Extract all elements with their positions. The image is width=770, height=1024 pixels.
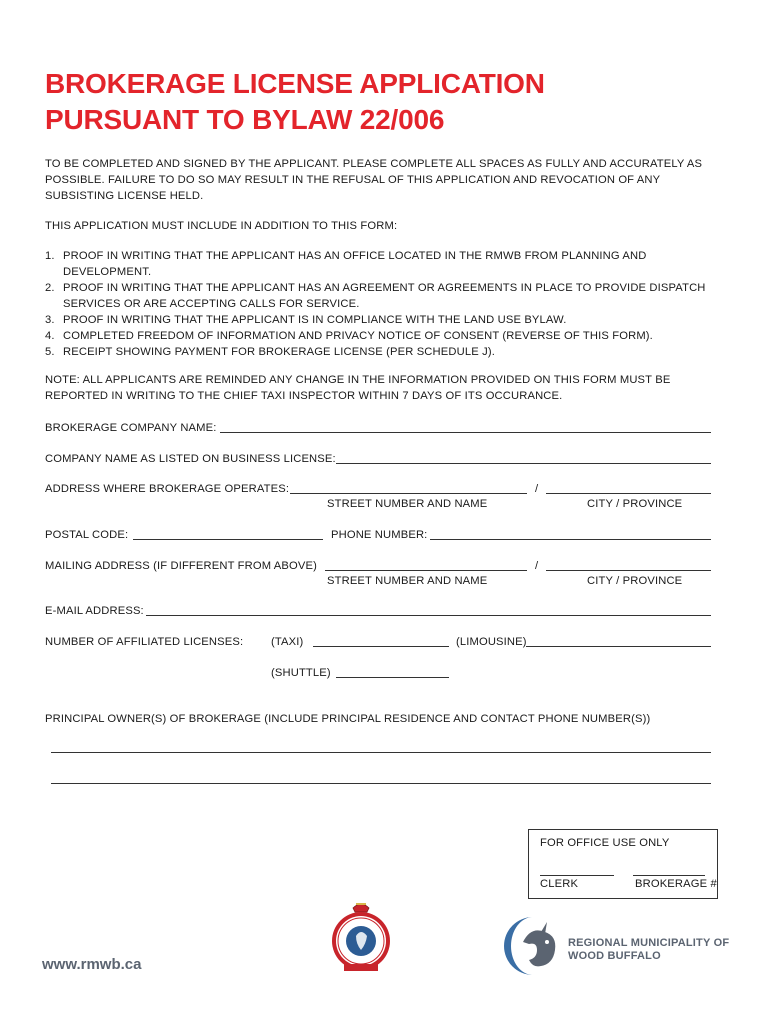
- phone-label: PHONE NUMBER:: [331, 529, 428, 541]
- address-label: ADDRESS WHERE BROKERAGE OPERATES:: [45, 483, 290, 495]
- shuttle-label: (SHUTTLE): [271, 667, 331, 679]
- mailing-city-field[interactable]: [546, 570, 711, 571]
- address-street-field[interactable]: [290, 493, 527, 494]
- email-label: E-MAIL ADDRESS:: [45, 605, 144, 617]
- business-license-name-field[interactable]: [336, 463, 711, 464]
- note-paragraph: NOTE: ALL APPLICANTS ARE REMINDED ANY CHANGE IN THE INFORMATION PROVIDED ON THIS FORM MUST BE REPORTED IN WRITING TO THE CHIEF TAXI INSPECTOR WITHIN 7 DAYS OF ITS OCCURANCE.: [45, 374, 671, 402]
- requirement-item: 2. PROOF IN WRITING THAT THE APPLICANT HAS AN AGREEMENT OR AGREEMENTS IN PLACE TO PROVIDE DISPATCH SERVICES OR ARE ACCEPTING CALLS FOR SERVICE.: [45, 282, 706, 310]
- company-name-field[interactable]: [220, 432, 711, 433]
- business-license-name-label: COMPANY NAME AS LISTED ON BUSINESS LICENSE:: [45, 453, 336, 465]
- rmwb-logo: [503, 914, 565, 978]
- mailing-city-caption: CITY / PROVINCE: [587, 575, 683, 587]
- address-separator: /: [535, 483, 539, 495]
- limousine-label: (LIMOUSINE): [456, 636, 527, 648]
- email-field[interactable]: [146, 615, 711, 616]
- form-title: [45, 66, 545, 138]
- brokerage-number-label: BROKERAGE #: [635, 878, 717, 890]
- address-city-field[interactable]: [546, 493, 711, 494]
- taxi-label: (TAXI): [271, 636, 304, 648]
- principal-owners-line-2[interactable]: [51, 783, 711, 784]
- requirements-list: [45, 248, 725, 360]
- requirement-item: 3. PROOF IN WRITING THAT THE APPLICANT IS IN COMPLIANCE WITH THE LAND USE BYLAW.: [45, 314, 567, 326]
- company-name-label: BROKERAGE COMPANY NAME:: [45, 422, 217, 434]
- requirement-item: 1. PROOF IN WRITING THAT THE APPLICANT HAS AN OFFICE LOCATED IN THE RMWB FROM PLANNING AND DEVELOPMENT.: [45, 250, 647, 278]
- title-line-2: PURSUANT TO BYLAW 22/006: [45, 104, 445, 135]
- organization-name-line-1: REGIONAL MUNICIPALITY OF: [568, 937, 730, 949]
- wood-buffalo-logo-icon: [503, 914, 565, 978]
- mailing-separator: /: [535, 560, 539, 572]
- phone-field[interactable]: [430, 539, 711, 540]
- organization-name: [568, 937, 729, 963]
- principal-owners-line-1[interactable]: [51, 752, 711, 753]
- badge-seal-icon: [330, 898, 392, 976]
- taxi-count-field[interactable]: [313, 646, 449, 647]
- bylaw-badge-logo: [330, 898, 392, 976]
- title-line-1: BROKERAGE LICENSE APPLICATION: [45, 68, 545, 99]
- intro-paragraph: TO BE COMPLETED AND SIGNED BY THE APPLICANT. PLEASE COMPLETE ALL SPACES AS FULLY AND ACCURATELY AS POSSIBLE. FAILURE TO DO SO MAY RESULT IN THE REFUSAL OF THIS APPLICATION AND REVOCATION OF ANY SUBSISTING LICENSE HELD.: [45, 158, 703, 202]
- mailing-street-caption: STREET NUMBER AND NAME: [327, 575, 488, 587]
- office-use-heading: FOR OFFICE USE ONLY: [540, 837, 670, 849]
- office-use-box: [528, 829, 718, 899]
- principal-owners-label: PRINCIPAL OWNER(S) OF BROKERAGE (INCLUDE PRINCIPAL RESIDENCE AND CONTACT PHONE NUMBER(S)): [45, 713, 651, 725]
- shuttle-count-field[interactable]: [336, 677, 449, 678]
- limousine-count-field[interactable]: [526, 646, 711, 647]
- affiliated-licenses-label: NUMBER OF AFFILIATED LICENSES:: [45, 636, 244, 648]
- requirement-item: 4. COMPLETED FREEDOM OF INFORMATION AND PRIVACY NOTICE OF CONSENT (REVERSE OF THIS FORM).: [45, 330, 653, 342]
- mailing-street-field[interactable]: [325, 570, 527, 571]
- address-street-caption: STREET NUMBER AND NAME: [327, 498, 488, 510]
- postal-code-label: POSTAL CODE:: [45, 529, 129, 541]
- requirement-item: 5. RECEIPT SHOWING PAYMENT FOR BROKERAGE LICENSE (PER SCHEDULE J).: [45, 346, 495, 358]
- mailing-address-label: MAILING ADDRESS (IF DIFFERENT FROM ABOVE): [45, 560, 317, 572]
- postal-code-field[interactable]: [133, 539, 323, 540]
- clerk-label: CLERK: [540, 878, 579, 890]
- requirements-heading: THIS APPLICATION MUST INCLUDE IN ADDITION TO THIS FORM:: [45, 220, 398, 232]
- address-city-caption: CITY / PROVINCE: [587, 498, 683, 510]
- organization-name-line-2: WOOD BUFFALO: [568, 950, 661, 962]
- website-link[interactable]: www.rmwb.ca: [42, 956, 142, 973]
